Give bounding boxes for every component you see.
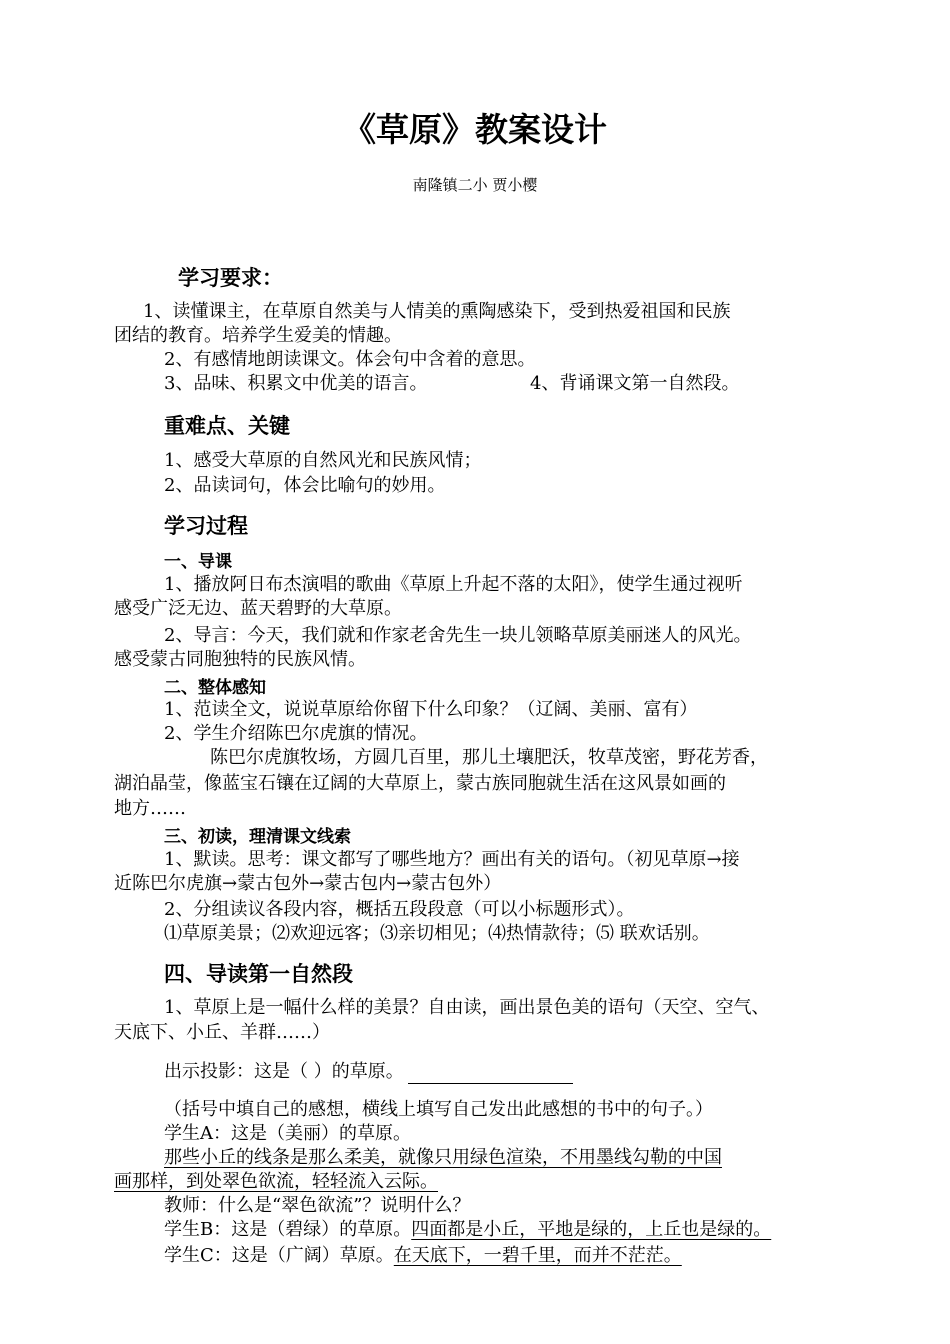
heading-learning-requirements: 学习要求： [178, 266, 283, 290]
student-a-quote-line-1: 那些小丘的线条是那么柔美，就像只用绿色渲染，不用墨线勾勒的中国 [164, 1147, 722, 1168]
overall-line-4: 湖泊晶莹，像蓝宝石镶在辽阔的大草原上，蒙古族同胞就生活在这风景如画的 [114, 773, 726, 794]
requirement-line-2: 团结的教育。培养学生爱美的情趣。 [114, 325, 402, 346]
keypoint-line-2: 2、品读词句，体会比喻句的妙用。 [164, 475, 446, 496]
fill-in-blank-line [408, 1065, 573, 1084]
paragraph-line-1: 1、草原上是一幅什么样的美景？自由读，画出景色美的语句（天空、空气、 [164, 997, 770, 1018]
first-reading-line-2: 近陈巴尔虎旗→蒙古包外→蒙古包内→蒙古包外） [114, 873, 502, 894]
subheading-intro: 一、导课 [164, 552, 232, 572]
student-c-answer: 学生C：这是（广阔）草原。 [164, 1245, 394, 1266]
overall-line-1: 1、范读全文，说说草原给你留下什么印象？（辽阔、美丽、富有） [164, 699, 698, 720]
student-b-answer: 学生B：这是（碧绿）的草原。 [164, 1219, 412, 1240]
document-author: 南隆镇二小 贾小樱 [412, 176, 538, 194]
requirement-line-3: 2、有感情地朗读课文。体会句中含着的意思。 [164, 349, 536, 370]
paragraph-line-4: （括号中填自己的感想，横线上填写自己发出此感想的书中的句子。） [164, 1099, 713, 1120]
overall-line-3: 陈巴尔虎旗牧场，方圆几百里，那儿土壤肥沃，牧草茂密，野花芳香， [210, 747, 768, 768]
teacher-question-line: 教师：什么是“翠色欲流”？说明什么？ [164, 1195, 471, 1216]
requirement-line-1: 1、读懂课主，在草原自然美与人情美的熏陶感染下，受到热爱祖国和民族 [143, 301, 731, 322]
student-c-quote: 在天底下，一碧千里，而并不茫茫。 [393, 1245, 682, 1266]
keypoint-line-1: 1、感受大草原的自然风光和民族风情； [164, 450, 482, 471]
first-reading-line-1: 1、默读。思考：课文都写了哪些地方？画出有关的语句。（初见草原→接 [164, 849, 740, 870]
subheading-overall: 二、整体感知 [164, 678, 266, 698]
heading-learning-process: 学习过程 [164, 514, 248, 538]
student-a-quote-line-2: 画那样，到处翠色欲流，轻轻流入云际。 [114, 1171, 438, 1192]
requirement-line-4a: 3、品味、积累文中优美的语言。 [164, 373, 428, 394]
first-reading-line-3: 2、分组读议各段内容，概括五段段意（可以小标题形式）。 [164, 899, 635, 920]
intro-line-3: 2、导言：今天，我们就和作家老舍先生一块儿领略草原美丽迷人的风光。 [164, 625, 752, 646]
student-a-line: 学生A：这是（美丽）的草原。 [164, 1123, 411, 1144]
projection-text: 出示投影：这是（ ）的草原。 [164, 1061, 404, 1082]
document-title: 《草原》教案设计 [343, 110, 607, 149]
intro-line-2: 感受广泛无边、蓝天碧野的大草原。 [114, 598, 402, 619]
student-b-quote: 四面都是小丘，平地是绿的，上丘也是绿的。 [411, 1219, 772, 1240]
student-b-line [164, 1218, 771, 1242]
subheading-first-reading: 三、初读，理清课文线索 [164, 827, 351, 847]
projection-line [164, 1060, 573, 1084]
overall-line-2: 2、学生介绍陈巴尔虎旗的情况。 [164, 723, 428, 744]
overall-line-5: 地方…… [114, 798, 186, 819]
student-c-line [164, 1244, 682, 1268]
heading-key-points: 重难点、关键 [164, 414, 290, 438]
intro-line-4: 感受蒙古同胞独特的民族风情。 [114, 649, 366, 670]
paragraph-line-2: 天底下、小丘、羊群……） [114, 1022, 330, 1043]
first-reading-line-4: ⑴草原美景；⑵欢迎远客；⑶亲切相见；⑷热情款待；⑸ 联欢话别。 [164, 923, 710, 944]
requirement-line-4b: 4、背诵课文第一自然段。 [530, 373, 740, 394]
heading-first-paragraph: 四、导读第一自然段 [164, 962, 353, 986]
intro-line-1: 1、播放阿日布杰演唱的歌曲《草原上升起不落的太阳》，使学生通过视听 [164, 574, 743, 595]
